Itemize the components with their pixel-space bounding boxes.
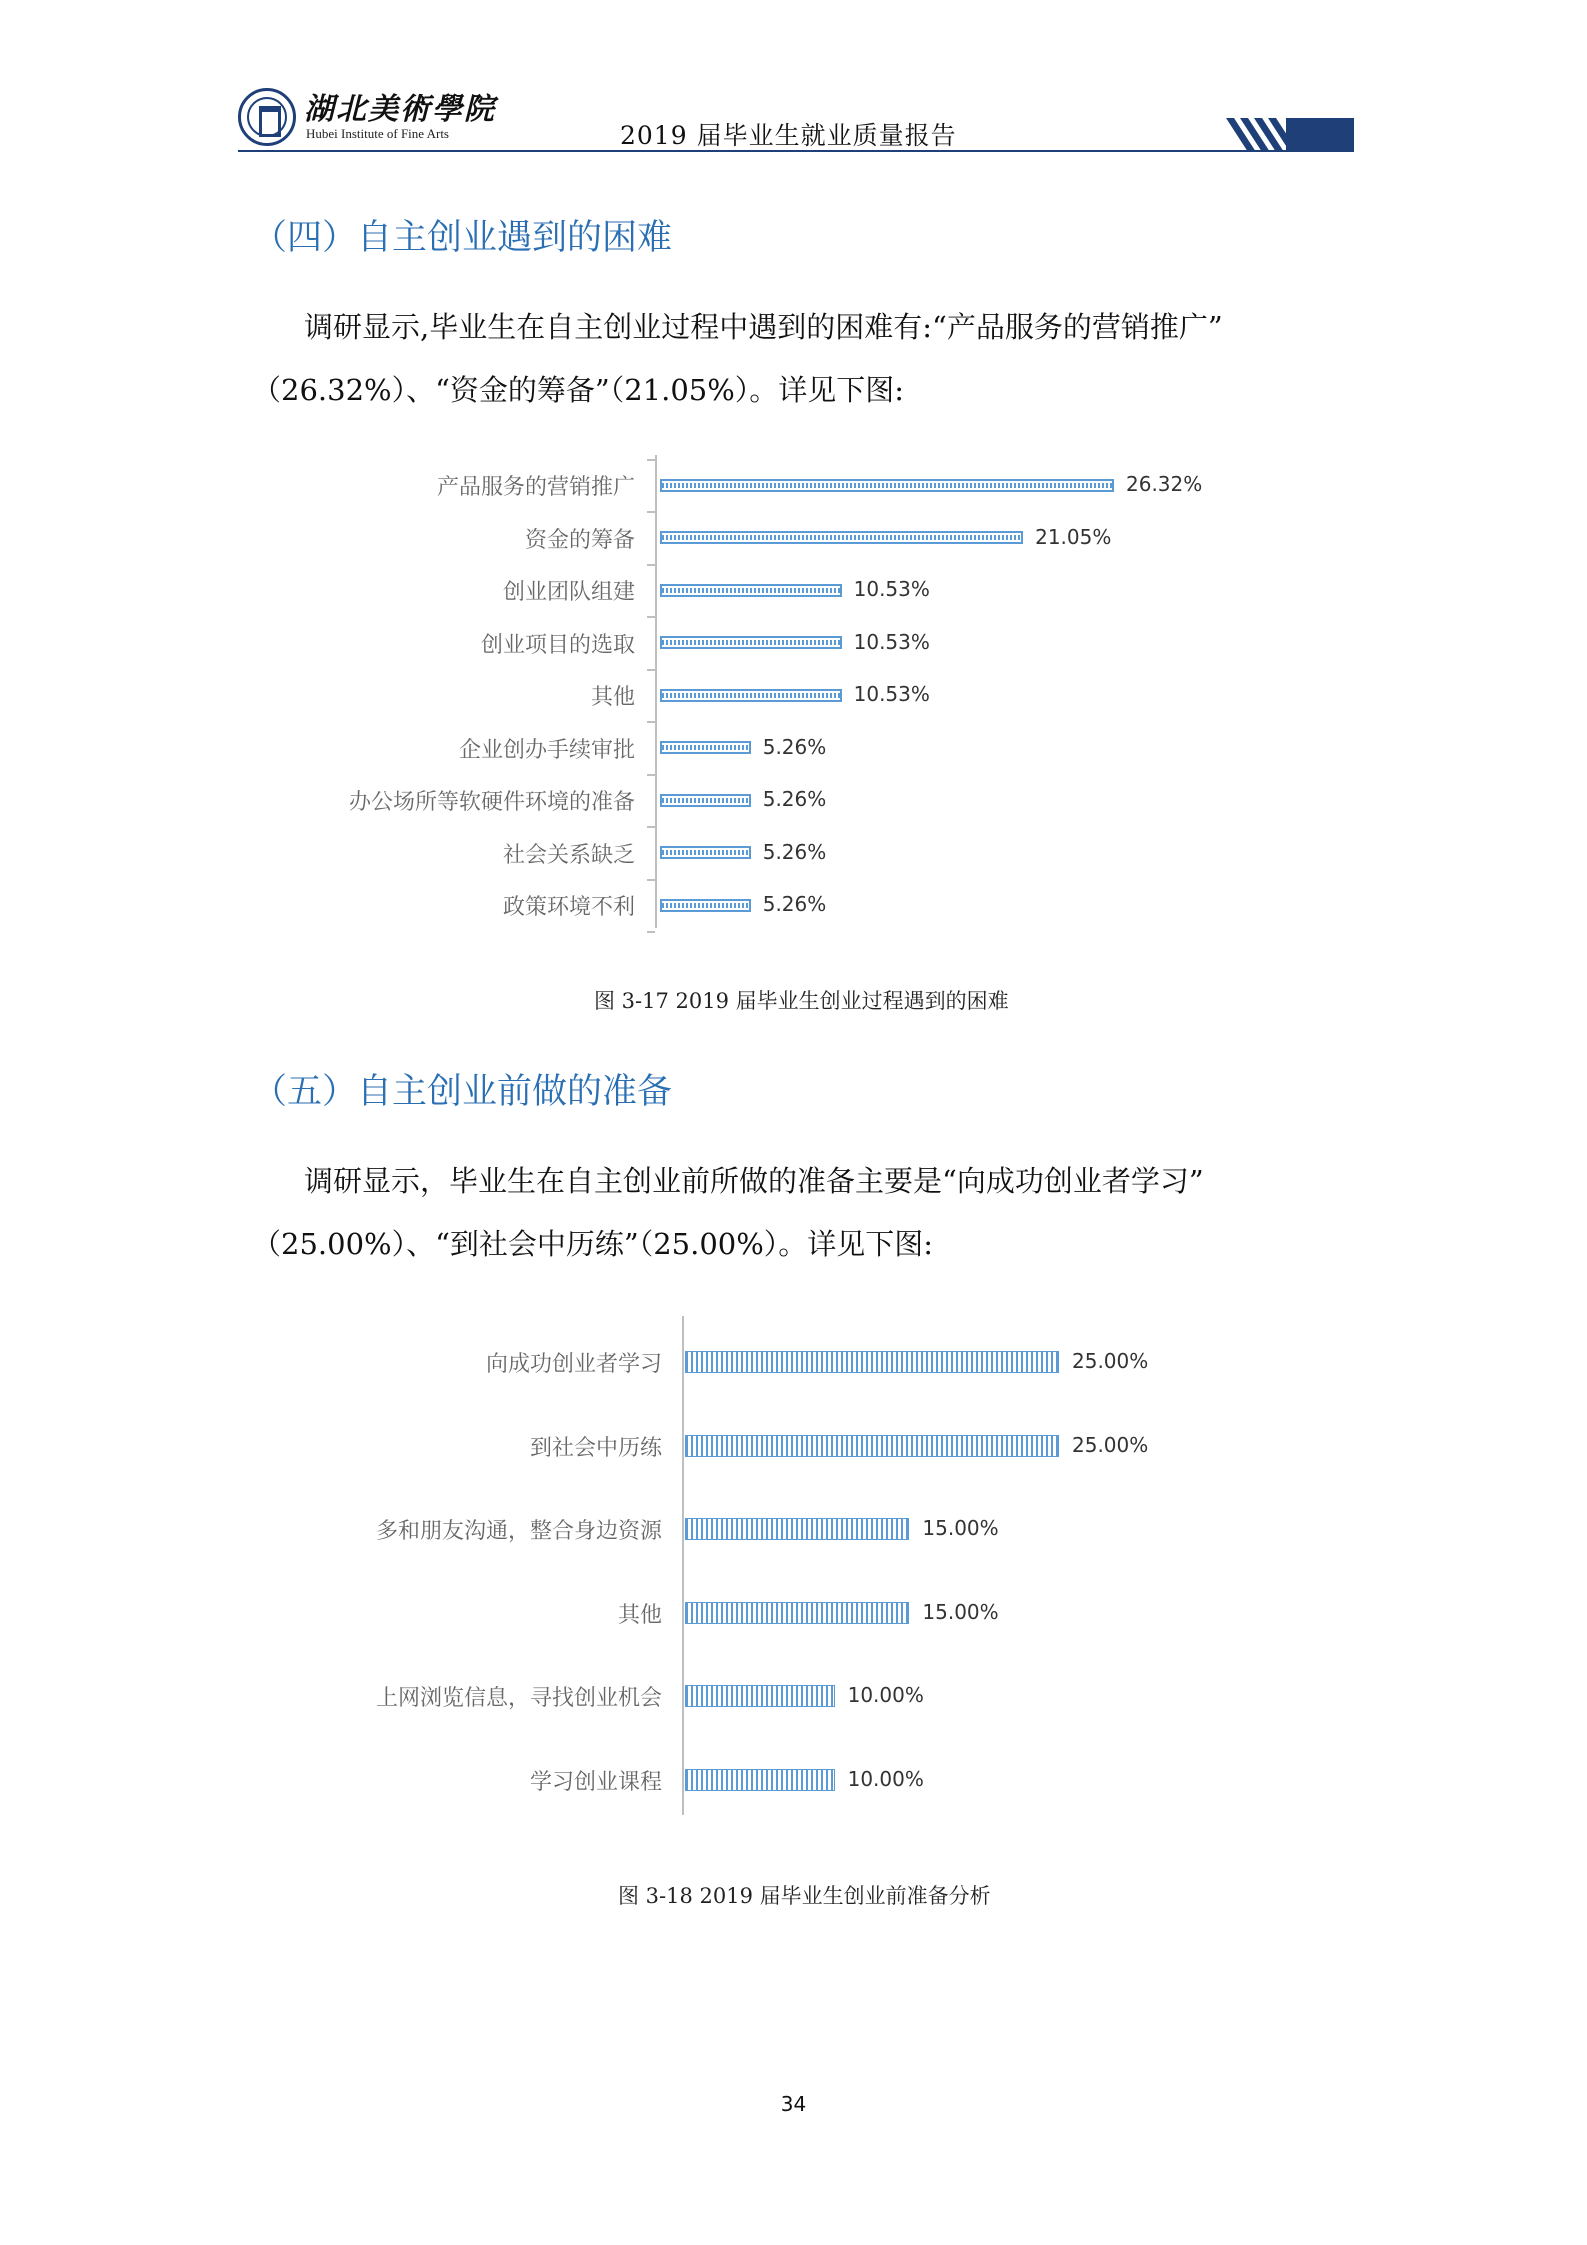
category-label: 办公场所等软硬件环境的准备 <box>348 790 635 815</box>
report-title: 2019 届毕业生就业质量报告 <box>620 121 957 150</box>
page-number: 34 <box>780 2092 807 2116</box>
category-label: 企业创办手续审批 <box>458 737 635 763</box>
value-label: 5.26% <box>762 839 827 864</box>
category-label: 政策环境不利 <box>502 895 635 920</box>
value-label: 5.26% <box>762 734 827 759</box>
category-label: 学习创业课程 <box>529 1769 662 1795</box>
value-label: 5.26% <box>762 892 827 916</box>
bar <box>685 1351 1059 1373</box>
paragraph-difficulties-line1: 调研显示,毕业生在自主创业过程中遇到的困难有:“产品服务的营销推广” <box>304 310 1223 344</box>
category-label: 创业项目的选取 <box>480 632 635 658</box>
value-label: 25.00% <box>1072 1432 1149 1457</box>
category-label: 资金的筹备 <box>524 527 635 553</box>
paragraph-preparation-line1: 调研显示，毕业生在自主创业前所做的准备主要是“向成功创业者学习” <box>304 1164 1204 1198</box>
value-label: 15.00% <box>922 1599 999 1624</box>
paragraph-preparation-line2: （25.00%）、“到社会中历练”（25.00%）。详见下图: <box>252 1227 934 1261</box>
category-label: 社会关系缺乏 <box>502 842 635 868</box>
value-label: 10.00% <box>847 1683 924 1707</box>
bar <box>685 1518 909 1540</box>
paragraph-difficulties-line2: （26.32%）、“资金的筹备”（21.05%）。详见下图: <box>252 373 905 407</box>
category-label: 其他 <box>617 1602 662 1628</box>
caption-figure-3-17: 图 3-17 2019 届毕业生创业过程遇到的困难 <box>594 989 1009 1013</box>
category-label: 向成功创业者学习 <box>485 1352 662 1377</box>
bar <box>685 1769 835 1791</box>
value-label: 10.53% <box>853 629 930 654</box>
category-label: 创业团队组建 <box>502 580 635 605</box>
caption-figure-3-18: 图 3-18 2019 届毕业生创业前准备分析 <box>618 1884 991 1908</box>
category-label: 上网浏览信息，寻找创业机会 <box>375 1686 662 1711</box>
value-label: 10.00% <box>847 1766 924 1791</box>
value-label: 25.00% <box>1072 1349 1149 1373</box>
value-label: 21.05% <box>1035 524 1112 549</box>
value-label: 5.26% <box>762 787 827 811</box>
school-name-en: Hubei Institute of Fine Arts <box>306 126 449 141</box>
bar <box>685 1602 909 1624</box>
category-label: 其他 <box>590 685 635 710</box>
section-heading-difficulties: （四）自主创业遇到的困难 <box>252 218 673 258</box>
bar <box>685 1685 835 1707</box>
category-label: 产品服务的营销推广 <box>436 475 635 500</box>
value-label: 10.53% <box>853 682 930 706</box>
section-heading-preparation: （五）自主创业前做的准备 <box>252 1072 673 1112</box>
bar <box>685 1435 1059 1457</box>
school-name-cn: 湖北美術學院 <box>304 92 496 127</box>
value-label: 15.00% <box>922 1516 999 1540</box>
chart-axis <box>682 1316 684 1815</box>
category-label: 到社会中历练 <box>529 1435 662 1461</box>
value-label: 10.53% <box>853 577 930 601</box>
value-label: 26.32% <box>1126 472 1203 496</box>
category-label: 多和朋友沟通，整合身边资源 <box>375 1519 662 1544</box>
